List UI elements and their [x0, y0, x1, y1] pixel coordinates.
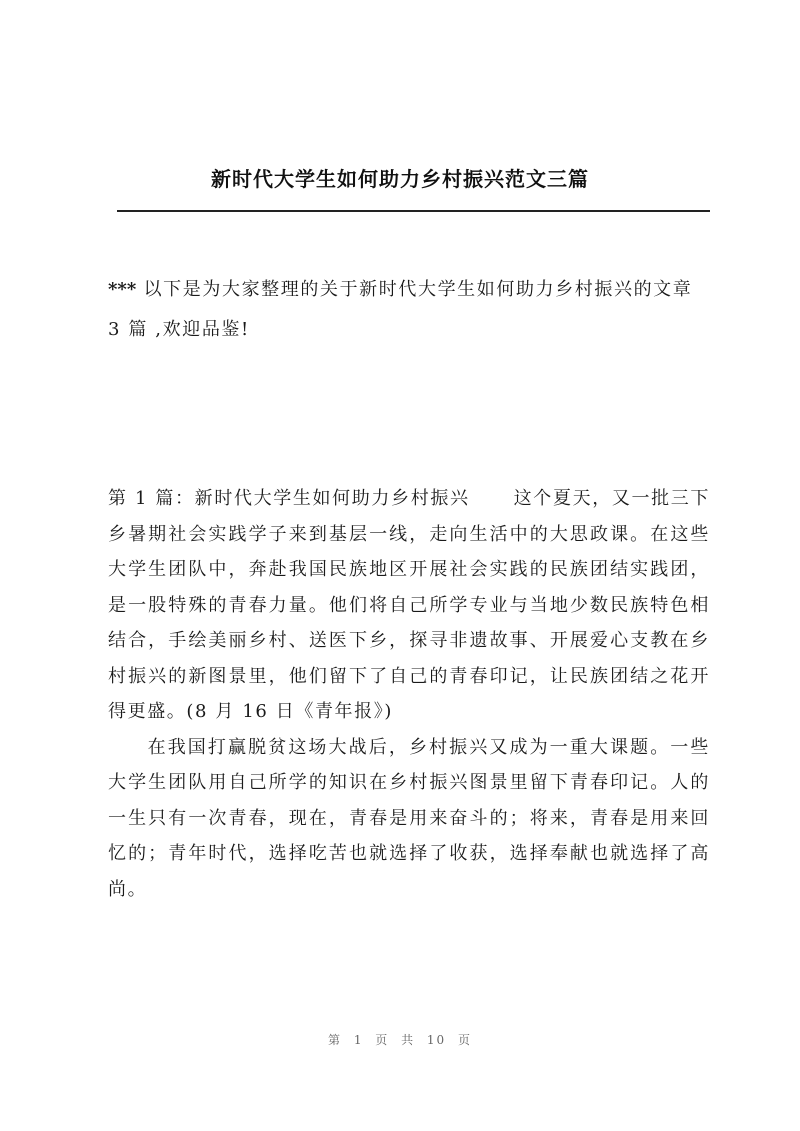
article-paragraph-1	[108, 481, 710, 730]
article-paragraph-2: 在我国打赢脱贫这场大战后，乡村振兴又成为一重大课题。一些大学生团队用自己所学的知识在乡村振兴图景里留下青春印记。人的一生只有一次青春，现在，青春是用来奋斗的；将来，青春是用来回忆的；青年时代，选择吃苦也就选择了收获，选择奉献也就选择了高尚。	[108, 736, 710, 900]
document-title: 新时代大学生如何助力乡村振兴范文三篇	[211, 167, 589, 191]
paragraph-1-text: 这个夏天，又一批三下乡暑期社会实践学子来到基层一线，走向生活中的大思政课。在这些大学生团队中，奔赴我国民族地区开展社会实践的民族团结实践团，是一股特殊的青春力量。他们将自己所学专业与当地少数民族特色相结合，手绘美丽乡村、送医下乡，探寻非遗故事、开展爱心支教在乡村振兴的新图景里，他们留下了自己的青春印记，让民族团结之花开得更盛。(8 月 16 日《青年报》)	[108, 488, 711, 722]
title-divider	[117, 210, 710, 212]
article-body	[108, 481, 710, 907]
page-footer: 第 1 页 共 10 页	[328, 1033, 472, 1047]
intro-text: 以下是为大家整理的关于新时代大学生如何助力乡村振兴的文章 3 篇 ,欢迎品鉴!	[108, 279, 693, 340]
intro-paragraph	[108, 270, 708, 350]
article-heading: 第 1 篇：新时代大学生如何助力乡村振兴	[108, 488, 470, 509]
intro-prefix: ***	[108, 279, 137, 300]
